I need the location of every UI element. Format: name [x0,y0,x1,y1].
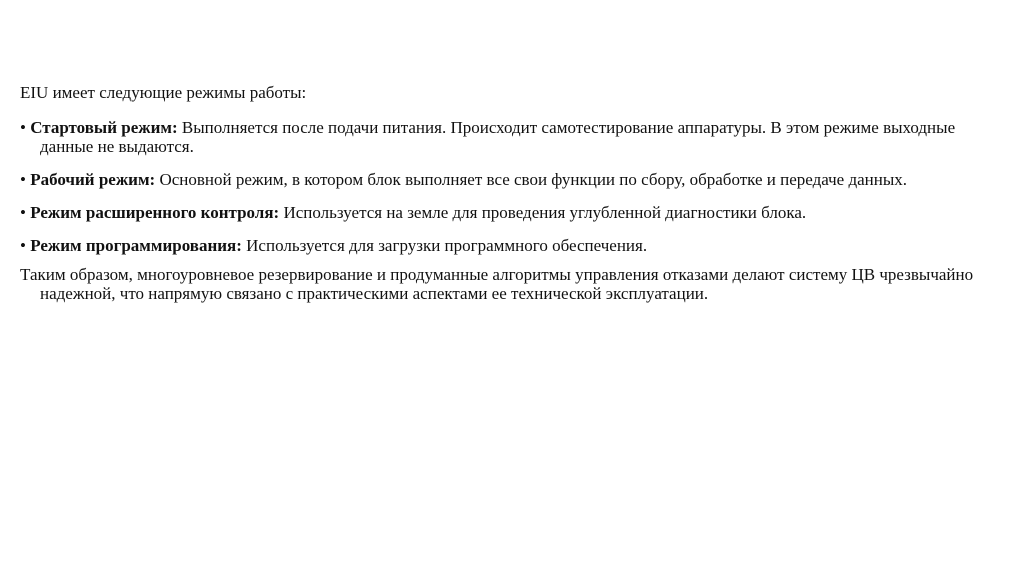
mode-label: Режим программирования: [30,236,242,255]
slide-content [20,83,1010,303]
bullet: • [20,236,26,255]
mode-description: Основной режим, в котором блок выполняет все свои функции по сбору, обработке и передаче данных. [159,170,908,189]
list-item-startup-mode [20,118,1010,156]
mode-label: Стартовый режим: [30,118,178,137]
conclusion-text: Таким образом, многоуровневое резервирование и продуманные алгоритмы управления отказами делают систему ЦВ чрезвычайно надежной, что напрямую связано с практическими аспектами ее технической эксплуатации. [20,265,974,303]
mode-label: Рабочий режим: [30,170,156,189]
mode-label: Режим расширенного контроля: [30,203,280,222]
mode-description: Используется для загрузки программного обеспечения. [246,236,648,255]
list-item-programming-mode [20,236,1010,255]
mode-description: Выполняется после подачи питания. Происходит самотестирование аппаратуры. В этом режиме выходные данные не выдаются. [40,118,956,156]
bullet: • [20,118,26,137]
intro-text: EIU имеет следующие режимы работы: [20,83,307,102]
bullet: • [20,170,26,189]
bullet: • [20,203,26,222]
list-item-working-mode [20,170,1010,189]
list-item-extended-control-mode [20,203,1010,222]
mode-description: Используется на земле для проведения углубленной диагностики блока. [283,203,807,222]
